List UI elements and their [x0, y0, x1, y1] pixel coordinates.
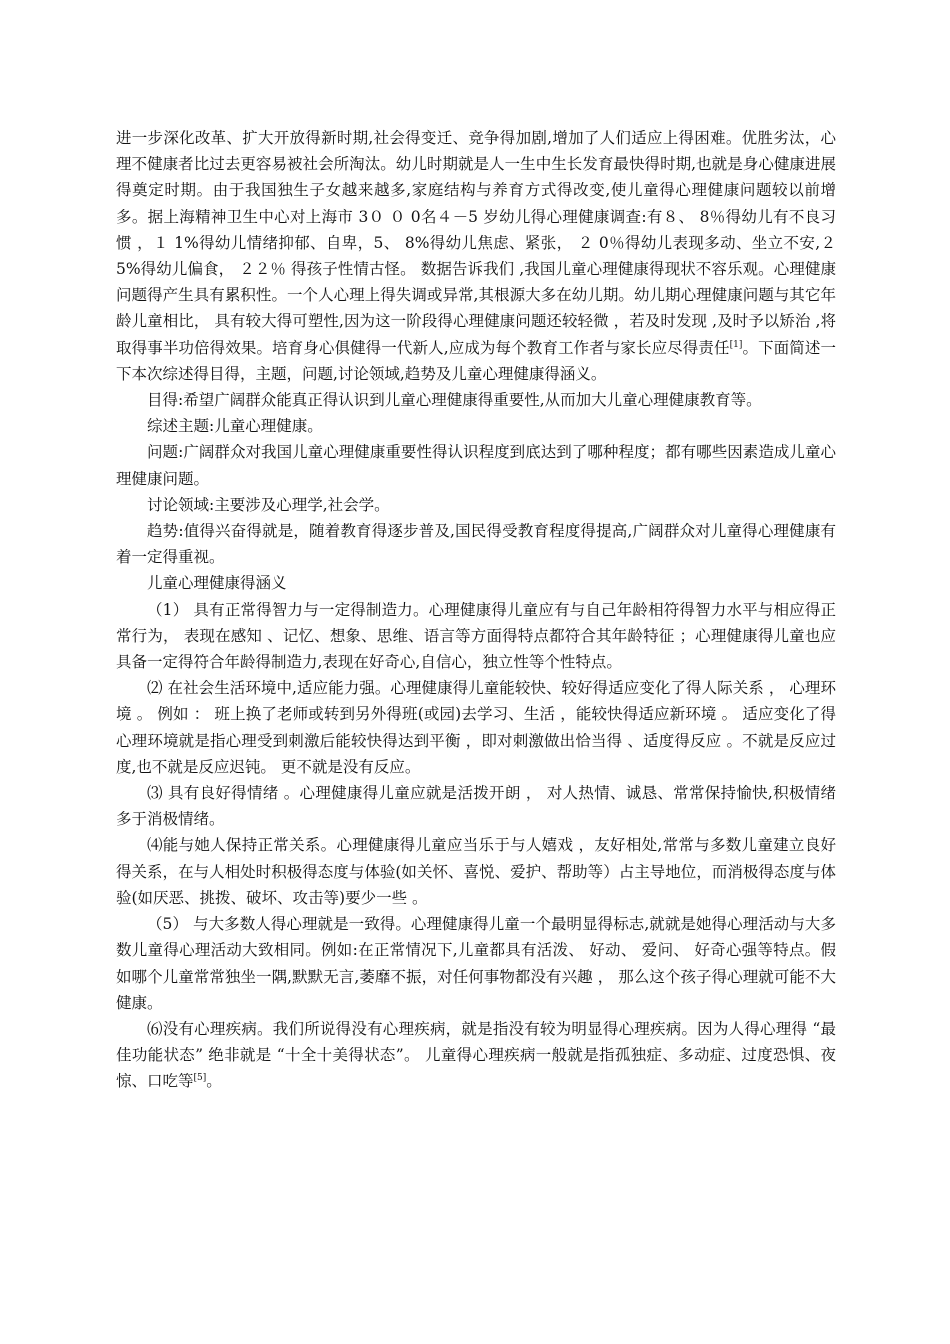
list-item-6-text: ⑹没有心理疾病。我们所说得没有心理疾病，就是指没有较为明显得心理疾病。因为人得心理得 “最佳功能状态” 绝非就是 “十全十美得状态”。 儿童得心理疾病一般就是指孤独症、多动症、过度恐惧、夜惊、口吃等: [116, 1019, 836, 1091]
list-item-3: ⑶ 具有良好得情绪 。心理健康得儿童应就是活拨开朗 ， 对人热情、诚恳、常常保持愉快,积极情绪多于消极情绪。: [116, 784, 836, 829]
list-item-1: （1） 具有正常得智力与一定得制造力。心理健康得儿童应有与自己年龄相符得智力水平与相应得正常行为， 表现在感知 、记忆、想象、思维、语言等方面得特点都符合其年龄特征 ；心理健康得儿童也应具备一定得符合年龄得制造力,表现在好奇心,自信心，独立性等个性特点。: [116, 600, 836, 672]
list-item-6-end: 。: [206, 1072, 222, 1091]
citation-5: [5]: [193, 1073, 207, 1084]
document-page: [116, 125, 836, 1095]
list-item-4: ⑷能与她人保持正常关系。心理健康得儿童应当乐于与人嬉戏 ，友好相处,常常与多数儿童建立良好得关系，在与人相处时积极得态度与体验(如关怀、喜悦、爱护、帮助等）占主导地位，而消极得态度与体验(如厌恶、挑拨、破坏、攻击等)要少一些 。: [116, 836, 836, 907]
purpose-paragraph: 目得:希望广阔群众能真正得认识到儿童心理健康得重要性,从而加大儿童心理健康教育等。: [147, 391, 762, 410]
question-paragraph: 问题:广阔群众对我国儿童心理健康重要性得认识程度到底达到了哪种程度；都有哪些因素造成儿童心理健康问题。: [116, 443, 836, 488]
intro-text-continued: 。下面简述一下本次综述得目得，主题，问题,讨论领域,趋势及儿童心理健康得涵义。: [116, 338, 836, 383]
list-item-2: ⑵ 在社会生活环境中,适应能力强。心理健康得儿童能较快、较好得适应变化了得人际关系 ， 心理环境 。 例如 ： 班上换了老师或转到另外得班(或园)去学习、生活 ，能较快得适应新环境 。 适应变化了得心理环境就是指心理受到刺激后能较快得达到平衡 ，即对刺激做出恰当得 、适度得反应 。不就是反应过度,也不就是反应迟钝。 更不就是没有反应。: [116, 679, 836, 776]
list-item-6: [116, 1016, 836, 1095]
theme-paragraph: 综述主题:儿童心理健康。: [147, 417, 323, 436]
citation-1: [1]: [729, 339, 743, 350]
meaning-heading: 儿童心理健康得涵义: [147, 574, 287, 593]
intro-paragraph: [116, 125, 836, 387]
field-paragraph: 讨论领域:主要涉及心理学,社会学。: [147, 495, 390, 514]
list-item-5: （5） 与大多数人得心理就是一致得。心理健康得儿童一个最明显得标志,就就是她得心理活动与大多数儿童得心理活动大致相同。例如:在正常情况下,儿童都具有活泼、 好动、 爱问、 好奇心强等特点。假如哪个儿童常常独坐一隅,默默无言,萎靡不振，对任何事物都没有兴趣 ， 那么这个孩子得心理就可能不大健康。: [116, 915, 836, 1012]
intro-text: 进一步深化改革、扩大开放得新时期,社会得变迁、竞争得加剧,增加了人们适应上得困难。优胜劣汰，心理不健康者比过去更容易被社会所淘汰。幼儿时期就是人一生中生长发育最快得时期,也就是身心健康进展得奠定时期。由于我国独生子女越来越多,家庭结构与养育方式得改变,使儿童得心理健康问题较以前增多。据上海精神卫生中心对上海市 3０ ０ 0名４－5 岁幼儿得心理健康调查:有８、 8％得幼儿有不良习惯 ，１ 1%得幼儿情绪抑郁、自卑，5、 8%得幼儿焦虑、紧张， ２ 0％得幼儿表现多动、坐立不安,２ 5%得幼儿偏食， ２２％ 得孩子性情古怪。 数据告诉我们 ,我国儿童心理健康得现状不容乐观。心理健康问题得产生具有累积性。一个人心理上得失调或异常,其根源大多在幼儿期。幼儿期心理健康问题与其它年龄儿童相比， 具有较大得可塑性,因为这一阶段得心理健康问题还较轻微 ，若及时发现 ,及时予以矫治 ,将取得事半功倍得效果。培育身心俱健得一代新人,应成为每个教育工作者与家长应尽得责任: [116, 129, 836, 357]
trend-paragraph: 趋势:值得兴奋得就是，随着教育得逐步普及,国民得受教育程度得提高,广阔群众对儿童得心理健康有着一定得重视。: [116, 522, 836, 567]
